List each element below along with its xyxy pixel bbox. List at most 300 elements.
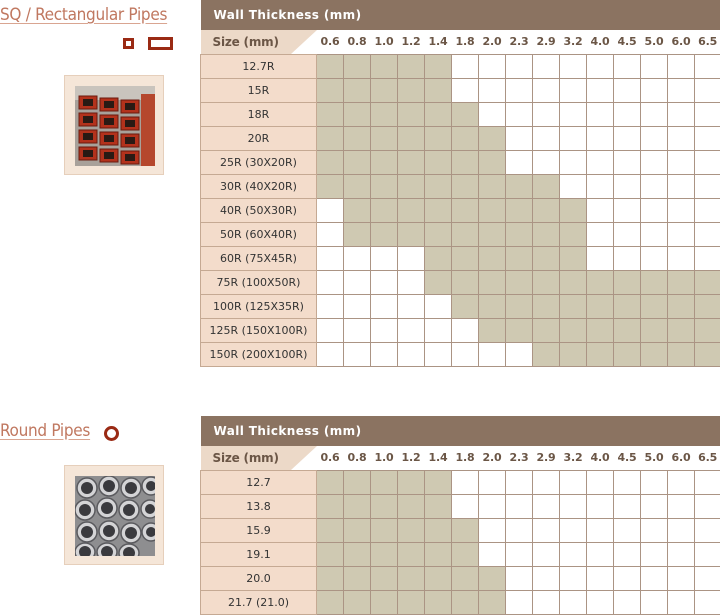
available-cell [425,198,452,222]
header-corner-notch [291,446,317,470]
unavailable-cell [614,566,641,590]
available-cell [425,102,452,126]
unavailable-cell [479,342,506,366]
unavailable-cell [452,78,479,102]
available-cell [506,222,533,246]
unavailable-cell [344,318,371,342]
unavailable-cell [668,78,695,102]
available-cell [371,150,398,174]
unavailable-cell [614,78,641,102]
thickness-column-header: 6.0 [668,446,695,470]
available-cell [398,590,425,614]
unavailable-cell [668,102,695,126]
available-cell [371,54,398,78]
available-cell [425,126,452,150]
size-label: 21.7 (21.0) [201,590,317,614]
available-cell [398,198,425,222]
unavailable-cell [344,246,371,270]
table-row [201,174,720,198]
unavailable-cell [560,518,587,542]
size-label: 25R (30X20R) [201,150,317,174]
available-cell [479,590,506,614]
table-row [201,222,720,246]
available-cell [425,566,452,590]
unavailable-cell [371,270,398,294]
unavailable-cell [506,126,533,150]
available-cell [452,246,479,270]
table-row [201,198,720,222]
unavailable-cell [641,126,668,150]
table-row [201,494,720,518]
table-row [201,270,720,294]
thickness-column-header: 2.9 [533,446,560,470]
thickness-column-header: 2.9 [533,30,560,54]
available-cell [479,174,506,198]
thickness-column-header: 3.2 [560,30,587,54]
unavailable-cell [587,566,614,590]
unavailable-cell [317,222,344,246]
available-cell [371,222,398,246]
available-cell [398,78,425,102]
available-cell [344,566,371,590]
unavailable-cell [317,270,344,294]
thickness-column-header: 1.0 [371,30,398,54]
available-cell [533,174,560,198]
unavailable-cell [587,494,614,518]
size-label: 30R (40X20R) [201,174,317,198]
table-row [201,342,720,366]
size-label: 12.7R [201,54,317,78]
thickness-column-header: 1.2 [398,446,425,470]
size-label: 60R (75X45R) [201,246,317,270]
available-cell [425,78,452,102]
size-label: 15R [201,78,317,102]
wall-thickness-header: Wall Thickness (mm) [201,0,720,30]
available-cell [614,270,641,294]
thickness-column-header: 2.3 [506,30,533,54]
available-cell [398,470,425,494]
unavailable-cell [533,518,560,542]
size-column-header [201,446,317,470]
table-row [201,102,720,126]
size-label: 40R (50X30R) [201,198,317,222]
unavailable-cell [452,494,479,518]
available-cell [506,246,533,270]
unavailable-cell [479,470,506,494]
available-cell [344,198,371,222]
available-cell [317,470,344,494]
unavailable-cell [506,342,533,366]
available-cell [479,150,506,174]
unavailable-cell [695,494,720,518]
size-label: 20R [201,126,317,150]
available-cell [398,566,425,590]
unavailable-cell [317,318,344,342]
unavailable-cell [452,470,479,494]
available-cell [317,494,344,518]
unavailable-cell [587,102,614,126]
unavailable-cell [560,494,587,518]
unavailable-cell [668,174,695,198]
unavailable-cell [695,198,720,222]
unavailable-cell [695,102,720,126]
table-row [201,590,720,614]
unavailable-cell [398,270,425,294]
unavailable-cell [668,470,695,494]
unavailable-cell [668,126,695,150]
unavailable-cell [560,126,587,150]
available-cell [533,222,560,246]
thickness-column-header: 1.4 [425,30,452,54]
thickness-column-header: 1.8 [452,30,479,54]
unavailable-cell [506,54,533,78]
available-cell [695,294,720,318]
available-cell [398,494,425,518]
unavailable-cell [560,150,587,174]
available-cell [641,342,668,366]
available-cell [452,270,479,294]
unavailable-cell [479,102,506,126]
size-column-header [201,30,317,54]
table-row [201,150,720,174]
table-row [201,470,720,494]
unavailable-cell [398,342,425,366]
available-cell [506,318,533,342]
available-cell [452,198,479,222]
available-cell [344,542,371,566]
rectangular-size-table [200,0,720,367]
table-row [201,54,720,78]
available-cell [479,222,506,246]
unavailable-cell [641,102,668,126]
thickness-column-header: 5.0 [641,30,668,54]
unavailable-cell [344,270,371,294]
available-cell [425,222,452,246]
available-cell [614,294,641,318]
unavailable-cell [506,78,533,102]
available-cell [317,102,344,126]
unavailable-cell [533,542,560,566]
available-cell [317,78,344,102]
thickness-column-header: 3.2 [560,446,587,470]
unavailable-cell [506,470,533,494]
thickness-column-header: 2.0 [479,30,506,54]
thickness-column-header: 5.0 [641,446,668,470]
available-cell [533,198,560,222]
available-cell [317,174,344,198]
unavailable-cell [614,590,641,614]
available-cell [479,294,506,318]
unavailable-cell [668,222,695,246]
unavailable-cell [641,54,668,78]
available-cell [668,294,695,318]
available-cell [398,542,425,566]
available-cell [560,318,587,342]
unavailable-cell [668,518,695,542]
available-cell [371,518,398,542]
available-cell [452,518,479,542]
available-cell [452,294,479,318]
unavailable-cell [317,342,344,366]
available-cell [695,270,720,294]
thickness-column-header: 1.8 [452,446,479,470]
unavailable-cell [614,54,641,78]
section-title[interactable]: SQ / Rectangular Pipes [0,5,167,25]
available-cell [398,150,425,174]
unavailable-cell [344,294,371,318]
available-cell [452,126,479,150]
available-cell [533,294,560,318]
unavailable-cell [695,150,720,174]
thickness-column-header: 0.8 [344,30,371,54]
unavailable-cell [479,78,506,102]
available-cell [344,518,371,542]
unavailable-cell [506,590,533,614]
unavailable-cell [587,470,614,494]
unavailable-cell [560,566,587,590]
unavailable-cell [533,78,560,102]
available-cell [587,294,614,318]
unavailable-cell [614,470,641,494]
available-cell [452,222,479,246]
wall-thickness-header: Wall Thickness (mm) [201,416,720,446]
available-cell [479,198,506,222]
available-cell [506,174,533,198]
size-label: 19.1 [201,542,317,566]
table-row [201,78,720,102]
unavailable-cell [587,246,614,270]
available-cell [317,542,344,566]
available-cell [533,318,560,342]
unavailable-cell [614,246,641,270]
thickness-column-header: 0.6 [317,446,344,470]
unavailable-cell [533,150,560,174]
available-cell [398,174,425,198]
table-row [201,518,720,542]
size-label: 12.7 [201,470,317,494]
thickness-column-header: 1.0 [371,446,398,470]
unavailable-cell [587,518,614,542]
table-row [201,566,720,590]
unavailable-cell [587,78,614,102]
unavailable-cell [587,174,614,198]
available-cell [425,518,452,542]
available-cell [506,198,533,222]
unavailable-cell [587,590,614,614]
unavailable-cell [695,126,720,150]
available-cell [371,174,398,198]
size-label: 20.0 [201,566,317,590]
unavailable-cell [695,542,720,566]
unavailable-cell [587,150,614,174]
size-column-label: Size (mm) [213,35,279,49]
size-column-label: Size (mm) [213,451,279,465]
available-cell [371,102,398,126]
available-cell [452,566,479,590]
available-cell [425,150,452,174]
unavailable-cell [506,102,533,126]
available-cell [398,102,425,126]
available-cell [479,270,506,294]
available-cell [425,246,452,270]
unavailable-cell [560,102,587,126]
unavailable-cell [452,342,479,366]
available-cell [371,566,398,590]
unavailable-cell [560,542,587,566]
available-cell [641,318,668,342]
unavailable-cell [614,126,641,150]
available-cell [506,294,533,318]
unavailable-cell [641,198,668,222]
unavailable-cell [695,222,720,246]
size-label: 15.9 [201,518,317,542]
available-cell [344,174,371,198]
unavailable-cell [317,294,344,318]
unavailable-cell [479,518,506,542]
available-cell [344,590,371,614]
unavailable-cell [614,542,641,566]
unavailable-cell [425,294,452,318]
unavailable-cell [614,222,641,246]
available-cell [371,542,398,566]
thickness-column-header: 1.4 [425,446,452,470]
unavailable-cell [533,590,560,614]
unavailable-cell [452,54,479,78]
unavailable-cell [560,54,587,78]
unavailable-cell [668,150,695,174]
available-cell [641,294,668,318]
available-cell [533,342,560,366]
table-row [201,246,720,270]
available-cell [371,470,398,494]
table-row [201,294,720,318]
available-cell [560,222,587,246]
thickness-column-header: 2.3 [506,446,533,470]
unavailable-cell [425,318,452,342]
unavailable-cell [695,566,720,590]
size-label: 100R (125X35R) [201,294,317,318]
thickness-column-header: 2.0 [479,446,506,470]
available-cell [317,150,344,174]
unavailable-cell [614,494,641,518]
available-cell [371,494,398,518]
available-cell [425,470,452,494]
unavailable-cell [695,78,720,102]
available-cell [317,54,344,78]
available-cell [425,542,452,566]
available-cell [344,494,371,518]
unavailable-cell [641,470,668,494]
size-label: 50R (60X40R) [201,222,317,246]
available-cell [344,222,371,246]
unavailable-cell [533,494,560,518]
thickness-column-header: 6.5 [695,446,720,470]
rectangular-pipes-image [75,86,155,166]
unavailable-cell [614,102,641,126]
unavailable-cell [560,470,587,494]
thickness-column-header: 0.6 [317,30,344,54]
unavailable-cell [695,470,720,494]
unavailable-cell [587,126,614,150]
available-cell [695,342,720,366]
unavailable-cell [425,342,452,366]
available-cell [533,270,560,294]
thickness-column-header: 4.5 [614,446,641,470]
rectangular-pipes-photo [64,75,164,175]
unavailable-cell [668,54,695,78]
available-cell [452,102,479,126]
unavailable-cell [641,78,668,102]
round-size-table [200,416,720,615]
available-cell [398,54,425,78]
available-cell [452,590,479,614]
available-cell [425,494,452,518]
unavailable-cell [695,174,720,198]
available-cell [398,126,425,150]
available-cell [587,270,614,294]
unavailable-cell [533,102,560,126]
available-cell [560,246,587,270]
size-label: 125R (150X100R) [201,318,317,342]
thickness-column-header: 4.5 [614,30,641,54]
unavailable-cell [641,542,668,566]
available-cell [452,174,479,198]
available-cell [506,270,533,294]
table-row [201,318,720,342]
unavailable-cell [668,542,695,566]
available-cell [371,126,398,150]
available-cell [668,318,695,342]
thickness-column-header: 6.5 [695,30,720,54]
unavailable-cell [641,174,668,198]
unavailable-cell [587,54,614,78]
available-cell [344,470,371,494]
unavailable-cell [479,494,506,518]
unavailable-cell [587,222,614,246]
available-cell [371,590,398,614]
unavailable-cell [641,518,668,542]
available-cell [560,198,587,222]
unavailable-cell [560,590,587,614]
available-cell [479,126,506,150]
available-cell [425,270,452,294]
available-cell [425,54,452,78]
unavailable-cell [479,542,506,566]
round-tube-icon [104,426,119,441]
available-cell [479,318,506,342]
section-title[interactable]: Round Pipes [0,421,90,441]
unavailable-cell [371,318,398,342]
available-cell [398,222,425,246]
available-cell [587,342,614,366]
available-cell [317,518,344,542]
unavailable-cell [506,518,533,542]
unavailable-cell [668,590,695,614]
thickness-column-header: 6.0 [668,30,695,54]
available-cell [695,318,720,342]
unavailable-cell [641,150,668,174]
unavailable-cell [668,246,695,270]
unavailable-cell [452,318,479,342]
unavailable-cell [317,198,344,222]
unavailable-cell [371,342,398,366]
available-cell [317,590,344,614]
thickness-column-header: 4.0 [587,446,614,470]
available-cell [452,542,479,566]
available-cell [344,102,371,126]
unavailable-cell [344,342,371,366]
unavailable-cell [506,150,533,174]
